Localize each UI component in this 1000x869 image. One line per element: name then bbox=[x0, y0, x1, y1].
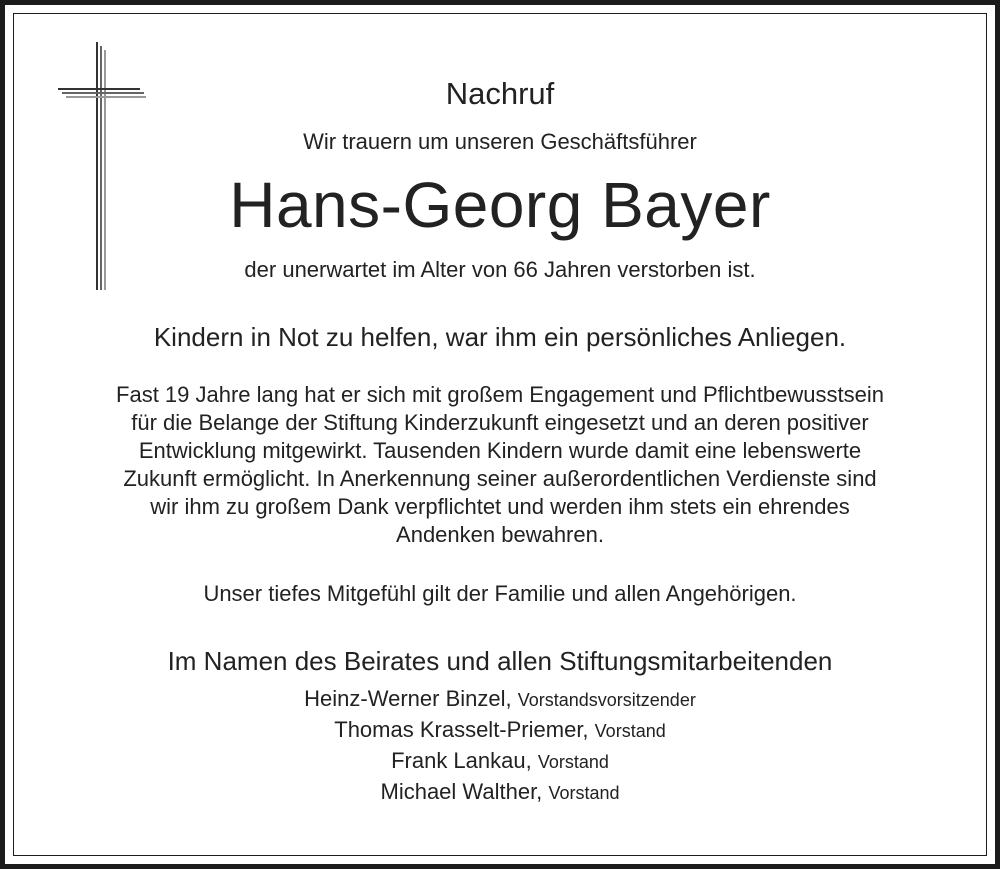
signer-entry bbox=[0, 715, 1000, 746]
signer-name: Thomas Krasselt-Priemer, bbox=[334, 717, 589, 742]
tribute-line: wir ihm zu großem Dank verpflichtet und werden ihm stets ein ehrendes bbox=[150, 494, 850, 519]
signer-entry bbox=[0, 746, 1000, 777]
tribute-line: für die Belange der Stiftung Kinderzukunft eingesetzt und an deren positiver bbox=[131, 410, 869, 435]
signer-role: Vorstand bbox=[548, 783, 620, 803]
tribute-line: Entwicklung mitgewirkt. Tausenden Kindern wurde damit eine lebenswerte bbox=[138, 438, 862, 463]
tribute-paragraph bbox=[40, 381, 960, 549]
tribute-line: Zukunft ermöglicht. In Anerkennung seiner außerordentlichen Verdienste sind bbox=[123, 466, 877, 491]
motto-line: Kindern in Not zu helfen, war ihm ein persönliches Anliegen. bbox=[153, 322, 847, 352]
signature-line: Im Namen des Beirates und allen Stiftungsmitarbeitenden bbox=[167, 646, 833, 676]
signer-list bbox=[0, 684, 1000, 808]
signer-role: Vorstandsvorsitzender bbox=[517, 690, 696, 710]
age-line: der unerwartet im Alter von 66 Jahren verstorben ist. bbox=[244, 257, 756, 282]
sympathy-line: Unser tiefes Mitgefühl gilt der Familie und allen Angehörigen. bbox=[203, 581, 797, 606]
signer-role: Vorstand bbox=[537, 752, 609, 772]
signer-name: Heinz-Werner Binzel, bbox=[304, 686, 512, 711]
signer-entry bbox=[0, 684, 1000, 715]
signer-name: Frank Lankau, bbox=[391, 748, 532, 773]
notice-heading: Nachruf bbox=[445, 76, 555, 111]
intro-line: Wir trauern um unseren Geschäftsführer bbox=[303, 129, 697, 154]
signer-name: Michael Walther, bbox=[380, 779, 543, 804]
signer-entry bbox=[0, 777, 1000, 808]
tribute-line: Fast 19 Jahre lang hat er sich mit großem Engagement und Pflichtbewusstsein bbox=[116, 382, 884, 407]
signer-role: Vorstand bbox=[594, 721, 666, 741]
deceased-name: Hans-Georg Bayer bbox=[229, 169, 771, 241]
tribute-line: Andenken bewahren. bbox=[396, 522, 604, 547]
